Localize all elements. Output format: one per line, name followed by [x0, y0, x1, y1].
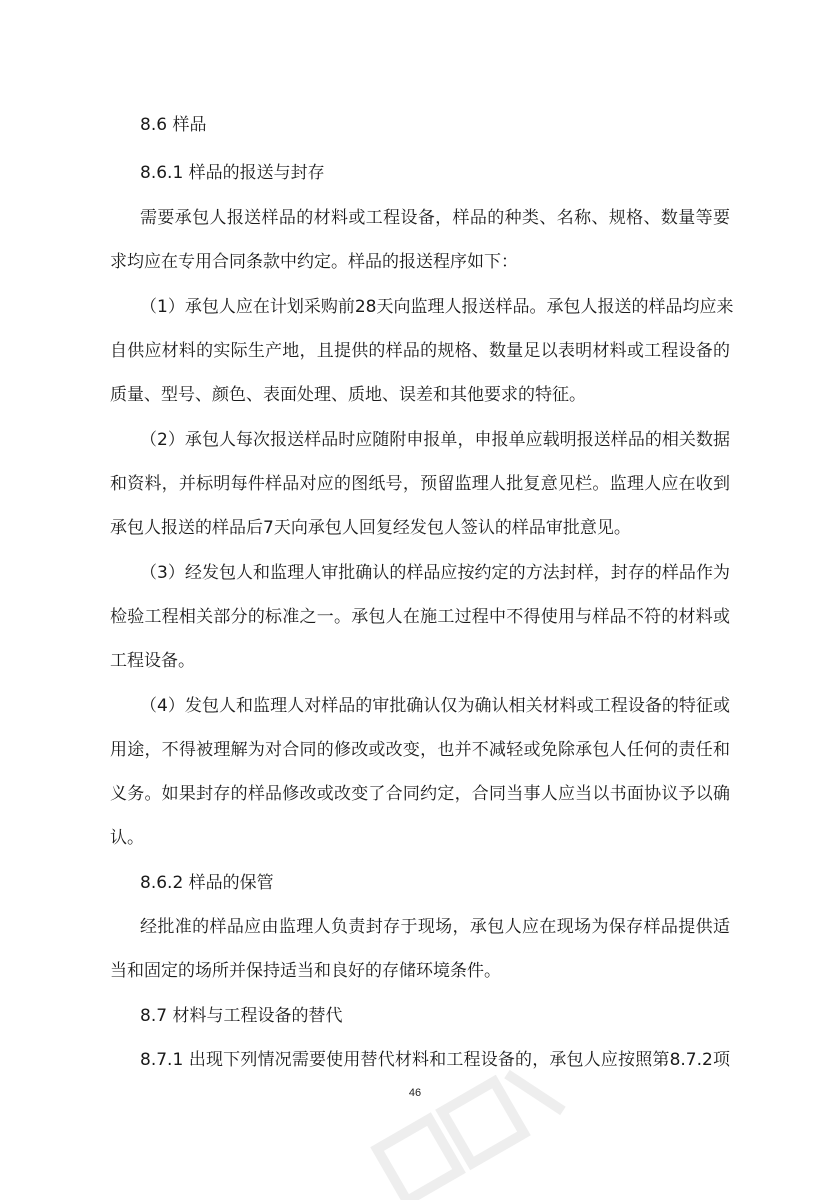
- paragraph-line: （3）经发包人和监理人审批确认的样品应按约定的方法封样，封存的样品作为: [140, 563, 730, 583]
- paragraph-line: 自供应材料的实际生产地，且提供的样品的规格、数量足以表明材料或工程设备的: [110, 341, 730, 361]
- paragraph-line: 经批准的样品应由监理人负责封存于现场，承包人应在现场为保存样品提供适: [140, 917, 730, 937]
- section-8-6-1-title: 8.6.1 样品的报送与封存: [140, 163, 325, 183]
- paragraph-line: 需要承包人报送样品的材料或工程设备，样品的种类、名称、规格、数量等要: [140, 208, 730, 228]
- section-8-6-2-title: 8.6.2 样品的保管: [140, 873, 274, 893]
- paragraph-line: 和资料，并标明每件样品对应的图纸号，预留监理人批复意见栏。监理人应在收到: [110, 474, 730, 494]
- paragraph-line: 求均应在专用合同条款中约定。样品的报送程序如下：: [110, 252, 518, 272]
- paragraph-line: （1）承包人应在计划采购前28天向监理人报送样品。承包人报送的样品均应来: [140, 297, 734, 317]
- paragraph-line: 义务。如果封存的样品修改或改变了合同约定，合同当事人应当以书面协议予以确: [110, 784, 730, 804]
- section-8-6-title: 8.6 样品: [140, 115, 207, 135]
- paragraph-line: 质量、型号、颜色、表面处理、质地、误差和其他要求的特征。: [110, 385, 586, 405]
- section-8-7-1-line: 8.7.1 出现下列情况需要使用替代材料和工程设备的，承包人应按照第8.7.2项: [140, 1050, 730, 1070]
- page-number: 46: [408, 1087, 422, 1099]
- paragraph-line: 认。: [110, 828, 144, 848]
- watermark-icon: [360, 1060, 580, 1200]
- paragraph-line: （2）承包人每次报送样品时应随附申报单，申报单应载明报送样品的相关数据: [140, 430, 730, 450]
- paragraph-line: 当和固定的场所并保持适当和良好的存储环境条件。: [110, 961, 501, 981]
- paragraph-line: 工程设备。: [110, 651, 195, 671]
- section-8-7-title: 8.7 材料与工程设备的替代: [140, 1006, 343, 1026]
- paragraph-line: 用途，不得被理解为对合同的修改或改变，也并不减轻或免除承包人任何的责任和: [110, 740, 730, 760]
- paragraph-line: 检验工程相关部分的标准之一。承包人在施工过程中不得使用与样品不符的材料或: [110, 607, 730, 627]
- paragraph-line: 承包人报送的样品后7天向承包人回复经发包人签认的样品审批意见。: [110, 518, 631, 538]
- paragraph-line: （4）发包人和监理人对样品的审批确认仅为确认相关材料或工程设备的特征或: [140, 696, 730, 716]
